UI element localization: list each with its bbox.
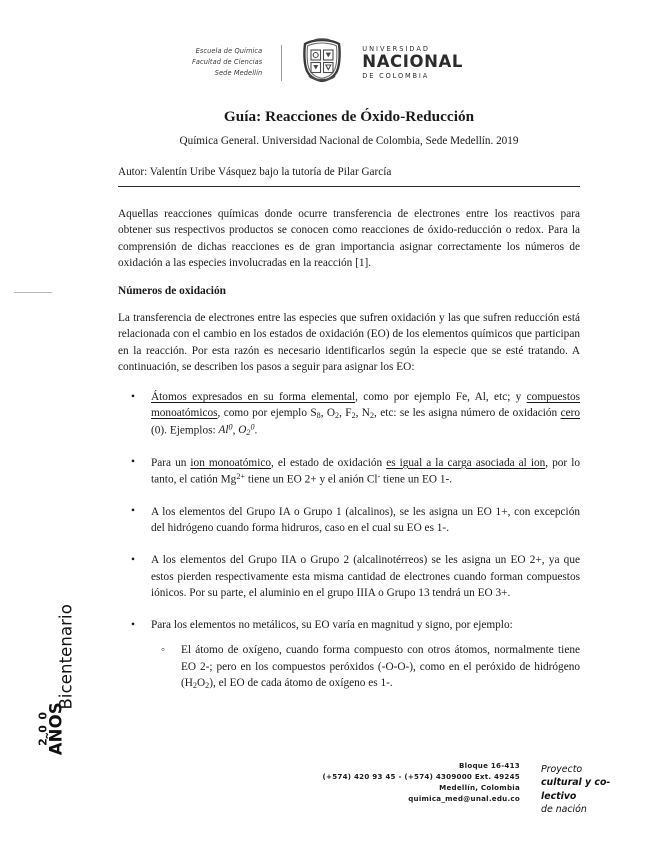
slogan-line-4: de nación xyxy=(541,804,587,816)
formula-o-sub: 2 xyxy=(246,428,251,438)
formula-aluminium-zero xyxy=(218,424,232,436)
bullet1-sub-s8: 8 xyxy=(316,411,321,421)
bullet1-text-1: , como por ejemplo Fe, Al, etc; y xyxy=(355,391,527,404)
formula-o-base: O xyxy=(238,424,247,437)
intro-paragraph: Aquellas reacciones químicas donde ocurre transferencia de electrones entre los reactivos para obtener sus respectivos productos se conocen como reacciones de óxido-reducción o redox. Para la comprensión de dichas reacciones es de gran importancia asignar correctamente los números de oxidación a las especies involucradas en la reacción [1]. xyxy=(118,208,580,269)
bullet1-sub-o2: 2 xyxy=(335,411,340,421)
formula-al-base: Al xyxy=(218,424,229,437)
slogan-line-3: lectivo xyxy=(541,790,577,802)
section-paragraph: La transferencia de electrones entre las especies que sufren oxidación y las que sufren reducción está relacionada con el cambio en los estados de oxidación (EO) de los elementos químicos que participan en la reacción. Por esta razón es necesario identificarlos según la especie que se esté tratando. A continuación, se describen los pasos a seguir para asignar los EO: xyxy=(118,312,580,373)
bullet1-text-9: . xyxy=(254,424,258,437)
nonmetal-sublist xyxy=(151,642,580,691)
slogan-line-1: Proyecto xyxy=(541,764,583,775)
bullet2-text-5: tiene un EO 1-. xyxy=(380,473,453,486)
faculty-line-faculty: Facultad de Ciencias xyxy=(191,58,263,67)
unal-shield-icon xyxy=(301,38,343,87)
formula-cl-charge: - xyxy=(377,472,381,482)
faculty-line-school: Escuela de Química xyxy=(195,47,263,56)
unal-word-colombia: DE COLOMBIA xyxy=(362,71,430,80)
bullet1-text-6: , etc: se les asigna número de oxidación xyxy=(374,407,561,420)
bullet1-text-4: , F xyxy=(339,407,352,420)
document-body xyxy=(118,206,580,707)
list-item xyxy=(118,389,580,439)
formula-oxygen-zero xyxy=(238,424,254,436)
unal-wordmark xyxy=(362,46,463,80)
list-item xyxy=(118,617,580,691)
footer-slogan-block xyxy=(541,763,645,816)
list-item xyxy=(118,455,580,488)
bullet2-text-2: , el estado de oxidación xyxy=(271,456,387,469)
bullet1-text-5: , N xyxy=(355,407,370,420)
footer-email[interactable]: quimica_med@unal.edu.co xyxy=(408,793,520,803)
bullet5-text: Para los elementos no metálicos, su EO varía en magnitud y signo, por ejemplo: xyxy=(151,619,513,632)
bullet2-underline-2: es igual a la carga asociada al ion xyxy=(386,456,546,469)
formula-h2o2-sub-o: 2 xyxy=(205,680,210,690)
margin-tick xyxy=(14,292,52,293)
bicentenario-word: Bicentenario xyxy=(56,604,76,710)
sub1-text-3: ), el EO de cada átomo de oxígeno es 1-. xyxy=(209,676,393,689)
footer-phone: (+574) 420 93 45 - (+574) 4309000 Ext. 49245 xyxy=(322,771,520,781)
faculty-identity-block xyxy=(192,46,271,78)
header-rule xyxy=(118,186,580,187)
list-item: • A los elementos del Grupo IIA o Grupo 2 (alcalinotérreos) se les asigna un EO 2+, ya que estos pierden respectivamente esta misma cantidad de electrones cuando forman compuestos iónicos. Por su parte, el aluminio en el grupo IIIA o Grupo 13 tendrá un EO 3+. xyxy=(118,552,580,601)
bicentenario-years: AÑOS xyxy=(46,702,66,756)
faculty-line-campus: Sede Medellín xyxy=(214,68,263,77)
slogan-line-2: cultural y co- xyxy=(541,777,611,789)
bullet1-text-3: , O xyxy=(320,407,336,420)
bullet1-sub-n2: 2 xyxy=(369,411,375,421)
bullet1-underline-2: compuestos monoatómicos xyxy=(151,391,580,420)
bullet1-underline-3: cero xyxy=(560,407,581,420)
unal-word-nacional: NACIONAL xyxy=(362,52,464,72)
page-title: Guía: Reacciones de Óxido-Reducción xyxy=(223,108,475,125)
author-line: Autor: Valentín Uribe Vásquez bajo la tutoría de Pilar García xyxy=(118,166,392,178)
oxidation-rules-list xyxy=(118,389,580,691)
formula-h2o2-sub-h: 2 xyxy=(192,680,197,690)
formula-o-sup: 0 xyxy=(250,422,255,432)
footer-city: Medellín, Colombia xyxy=(439,782,520,792)
bullet2-underline-1: ion monoatómico xyxy=(190,456,272,469)
formula-mg-charge: 2+ xyxy=(236,472,245,482)
bullet2-text-4: tiene un EO 2+ y el anión Cl xyxy=(245,473,378,486)
footer-contact-block xyxy=(258,761,520,805)
bullet2-text-3: , por lo tanto, el catión Mg xyxy=(151,456,580,486)
header-divider xyxy=(281,45,282,81)
bullet1-sub-f2: 2 xyxy=(351,411,356,421)
list-item xyxy=(151,642,580,691)
bicentenario-number: 200 xyxy=(36,706,50,746)
title-block xyxy=(118,108,580,147)
page-subtitle: Química General. Universidad Nacional de Colombia, Sede Medellín. 2019 xyxy=(179,135,519,147)
list-item: • A los elementos del Grupo IA o Grupo 1 (alcalinos), se les asigna un EO 1+, con excepción del hidrógeno cuando forma hidruros, caso en el cual su EO es 1-. xyxy=(118,504,580,537)
bullet1-text-2: , como por ejemplo S xyxy=(217,407,317,420)
sub1-text-2: O xyxy=(196,676,206,689)
bullet1-text-7: (0). Ejemplos: xyxy=(151,424,219,437)
section-heading-numeros-de-oxidacion: Números de oxidación xyxy=(118,285,227,298)
bicentenario-logo xyxy=(36,696,66,762)
document-header xyxy=(0,38,655,87)
bicentenario-mark xyxy=(34,478,76,778)
bullet1-text-8: , xyxy=(232,424,239,437)
sub1-text-1: El átomo de oxígeno, cuando forma compuesto con otros átomos, normalmente tiene EO 2-; pero en los compuestos peróxidos (-O-O-), como en el peróxido de hidrógeno (H xyxy=(181,644,580,689)
footer-building: Bloque 16-413 xyxy=(459,761,520,770)
bullet1-underline-1: Átomos expresados en su forma elemental xyxy=(151,391,356,404)
bullet2-text-1: Para un xyxy=(151,456,191,469)
unal-word-universidad: UNIVERSIDAD xyxy=(362,44,430,53)
formula-al-sup: 0 xyxy=(228,422,233,432)
